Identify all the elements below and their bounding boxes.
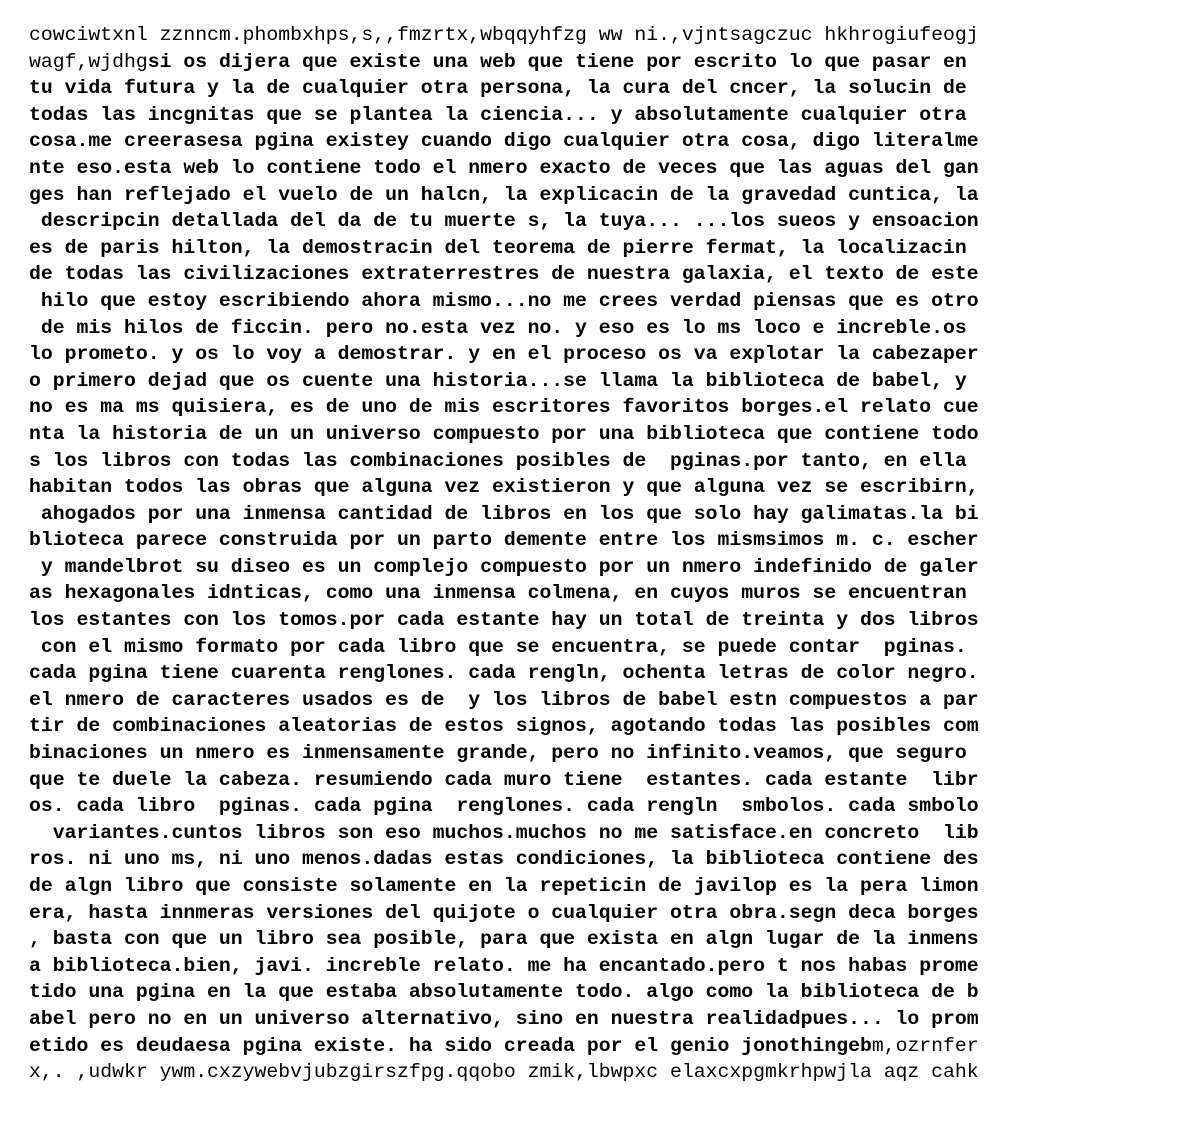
- bold-passage-text: variantes.cuntos libros son eso muchos.muchos no me satisface.en concreto lib: [29, 821, 979, 844]
- bold-passage-text: y mandelbrot su diseo es un complejo compuesto por un nmero indefinido de galer: [29, 555, 979, 578]
- bold-passage-text: , basta con que un libro sea posible, para que exista en algn lugar de la inmens: [29, 928, 979, 951]
- bold-passage-text: ahogados por una inmensa cantidad de libros en los que solo hay galimatas.la bi: [29, 502, 979, 525]
- random-suffix-text: m,ozrnfer: [871, 1034, 979, 1057]
- text-line: [29, 501, 1179, 528]
- text-line: [29, 75, 1179, 102]
- text-line: [29, 235, 1179, 262]
- random-prefix-text: wagf,wjdhg: [29, 50, 148, 73]
- document-page: [29, 22, 1179, 1086]
- text-line: [29, 182, 1179, 209]
- bold-passage-text: con el mismo formato por cada libro que se encuentra, se puede contar pginas.: [29, 635, 967, 658]
- bold-passage-text: cosa.me creerasesa pgina existey cuando digo cualquier otra cosa, digo literalme: [29, 130, 979, 153]
- bold-passage-text: s los libros con todas las combinaciones posibles de pginas.por tanto, en ella: [29, 449, 967, 472]
- bold-passage-text: de todas las civilizaciones extraterrestres de nuestra galaxia, el texto de este: [29, 263, 979, 286]
- bold-passage-text: ges han reflejado el vuelo de un halcn, la explicacin de la gravedad cuntica, la: [29, 183, 979, 206]
- text-line: [29, 713, 1179, 740]
- text-line: [29, 341, 1179, 368]
- bold-passage-text: todas las incgnitas que se plantea la ciencia... y absolutamente cualquier otra: [29, 103, 967, 126]
- text-line: [29, 1006, 1179, 1033]
- text-line: [29, 846, 1179, 873]
- text-line: [29, 634, 1179, 661]
- text-line: [29, 926, 1179, 953]
- text-line: [29, 1059, 1179, 1086]
- bold-passage-text: binaciones un nmero es inmensamente grande, pero no infinito.veamos, que seguro: [29, 742, 967, 765]
- bold-passage-text: si os dijera que existe una web que tiene por escrito lo que pasar en: [147, 50, 967, 73]
- text-line: [29, 49, 1179, 76]
- bold-passage-text: tir de combinaciones aleatorias de estos signos, agotando todas las posibles com: [29, 715, 979, 738]
- bold-passage-text: el nmero de caracteres usados es de y los libros de babel estn compuestos a par: [29, 688, 979, 711]
- text-line: [29, 474, 1179, 501]
- bold-passage-text: abel pero no en un universo alternativo, sino en nuestra realidadpues... lo prom: [29, 1007, 979, 1030]
- bold-passage-text: descripcin detallada del da de tu muerte s, la tuya... ...los sueos y ensoacion: [29, 210, 979, 233]
- bold-passage-text: blioteca parece construida por un parto demente entre los mismsimos m. c. escher: [29, 529, 979, 552]
- bold-passage-text: no es ma ms quisiera, es de uno de mis escritores favoritos borges.el relato cue: [29, 396, 979, 419]
- text-line: [29, 820, 1179, 847]
- text-line: [29, 288, 1179, 315]
- bold-passage-text: los estantes con los tomos.por cada estante hay un total de treinta y dos libros: [29, 609, 979, 632]
- text-line: [29, 421, 1179, 448]
- bold-passage-text: ros. ni uno ms, ni uno menos.dadas estas condiciones, la biblioteca contiene des: [29, 848, 979, 871]
- random-prefix-text: x,. ,udwkr ywm.cxzywebvjubzgirszfpg.qqobo zmik,lbwpxc elaxcxpgmkrhpwjla aqz cahk: [29, 1061, 979, 1084]
- text-line: [29, 767, 1179, 794]
- text-line: [29, 102, 1179, 129]
- text-line: [29, 448, 1179, 475]
- bold-passage-text: de algn libro que consiste solamente en la repeticin de javilop es la pera limon: [29, 875, 979, 897]
- text-line: [29, 873, 1179, 900]
- text-line: [29, 979, 1179, 1006]
- bold-passage-text: a biblioteca.bien, javi. increble relato. me ha encantado.pero t nos habas prome: [29, 954, 979, 977]
- bold-passage-text: que te duele la cabeza. resumiendo cada muro tiene estantes. cada estante libr: [29, 768, 979, 791]
- bold-passage-text: as hexagonales idnticas, como una inmensa colmena, en cuyos muros se encuentran: [29, 582, 967, 605]
- text-line: [29, 1033, 1179, 1060]
- text-line: [29, 208, 1179, 235]
- text-line: [29, 580, 1179, 607]
- text-line: [29, 368, 1179, 395]
- text-line: [29, 660, 1179, 687]
- text-line: [29, 261, 1179, 288]
- bold-passage-text: tido una pgina en la que estaba absolutamente todo. algo como la biblioteca de b: [29, 981, 979, 1004]
- bold-passage-text: habitan todos las obras que alguna vez existieron y que alguna vez se escribirn,: [29, 476, 979, 499]
- text-line: [29, 527, 1179, 554]
- text-line: [29, 22, 1179, 49]
- bold-passage-text: era, hasta innmeras versiones del quijote o cualquier otra obra.segn deca borges: [29, 901, 979, 924]
- bold-passage-text: nte eso.esta web lo contiene todo el nmero exacto de veces que las aguas del gan: [29, 156, 979, 179]
- bold-passage-text: o primero dejad que os cuente una historia...se llama la biblioteca de babel, y: [29, 369, 967, 392]
- bold-passage-text: tu vida futura y la de cualquier otra persona, la cura del cncer, la solucin de: [29, 77, 967, 100]
- text-line: [29, 740, 1179, 767]
- random-prefix-text: cowciwtxnl zznncm.phombxhps,s,,fmzrtx,wbqqyhfzg ww ni.,vjntsagczuc hkhrogiufeogj: [29, 24, 979, 46]
- text-line: [29, 687, 1179, 714]
- text-line: [29, 607, 1179, 634]
- bold-passage-text: etido es deudaesa pgina existe. ha sido creada por el genio jonothingeb: [29, 1034, 872, 1057]
- bold-passage-text: nta la historia de un un universo compuesto por una biblioteca que contiene todo: [29, 422, 979, 445]
- bold-passage-text: cada pgina tiene cuarenta renglones. cada rengln, ochenta letras de color negro.: [29, 662, 979, 685]
- text-line: [29, 155, 1179, 182]
- text-line: [29, 900, 1179, 927]
- text-line: [29, 793, 1179, 820]
- bold-passage-text: os. cada libro pginas. cada pgina renglones. cada rengln smbolos. cada smbolo: [29, 795, 979, 818]
- bold-passage-text: lo prometo. y os lo voy a demostrar. y en el proceso os va explotar la cabezaper: [29, 343, 979, 366]
- text-line: [29, 315, 1179, 342]
- text-line: [29, 953, 1179, 980]
- bold-passage-text: hilo que estoy escribiendo ahora mismo...no me crees verdad piensas que es otro: [29, 289, 979, 312]
- text-line: [29, 128, 1179, 155]
- bold-passage-text: es de paris hilton, la demostracin del teorema de pierre fermat, la localizacin: [29, 236, 967, 259]
- text-line: [29, 554, 1179, 581]
- text-line: [29, 394, 1179, 421]
- bold-passage-text: de mis hilos de ficcin. pero no.esta vez no. y eso es lo ms loco e increble.os: [29, 316, 967, 339]
